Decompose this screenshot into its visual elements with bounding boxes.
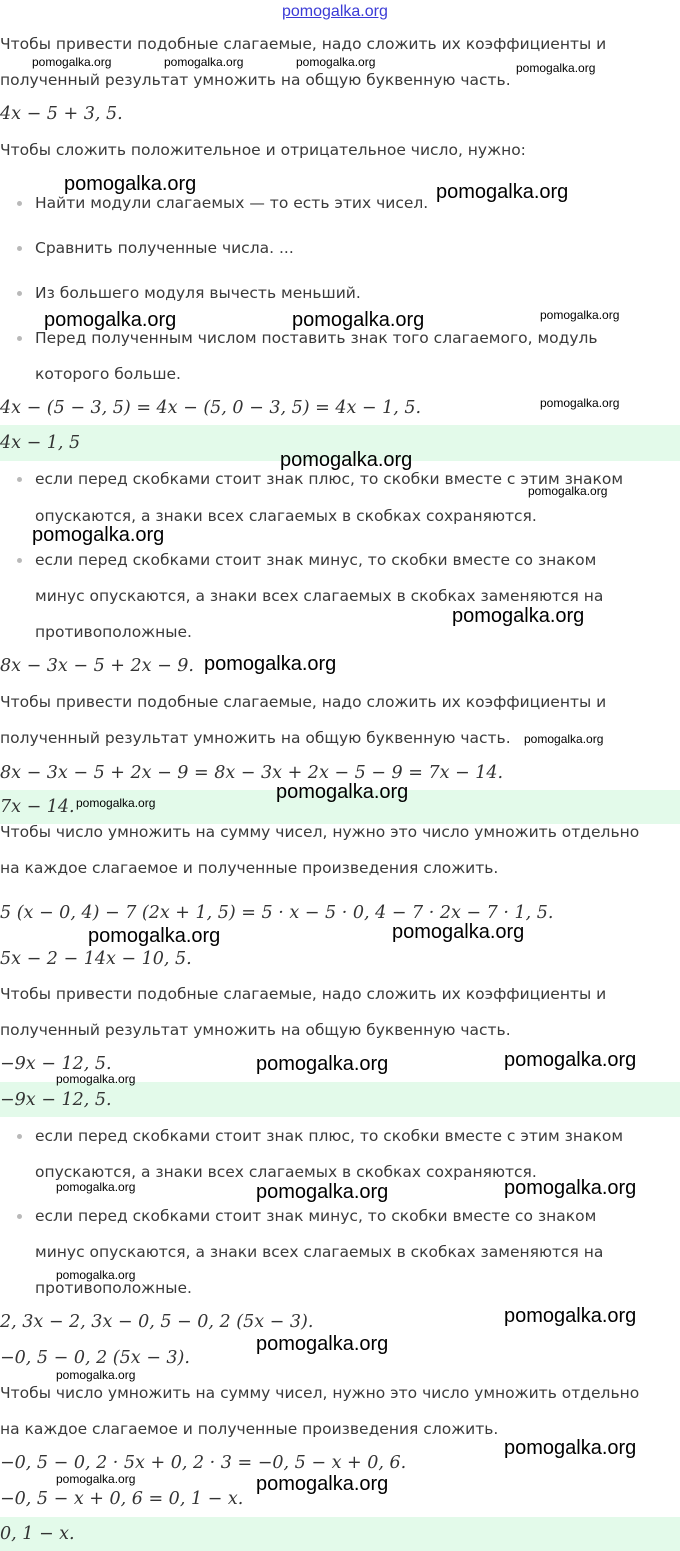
watermark: pomogalka.org bbox=[56, 1072, 136, 1086]
bullet-icon bbox=[17, 1214, 22, 1219]
watermark: pomogalka.org bbox=[504, 1177, 637, 1199]
watermark: pomogalka.org bbox=[280, 449, 413, 471]
bullet-icon bbox=[17, 246, 22, 251]
math-expression: −0, 5 − 0, 2 (5x − 3). bbox=[0, 1348, 190, 1368]
watermark: pomogalka.org bbox=[392, 921, 525, 943]
watermark: pomogalka.org bbox=[504, 1437, 637, 1459]
rule-text: Чтобы сложить положительное и отрицательное число, нужно: bbox=[0, 141, 526, 159]
math-expression: 4x − (5 − 3, 5) = 4x − (5, 0 − 3, 5) = 4x − 1, 5. bbox=[0, 398, 422, 418]
list-item bbox=[35, 1125, 623, 1147]
rule-text: полученный результат умножить на общую буквенную часть. bbox=[0, 1021, 511, 1039]
watermark: pomogalka.org bbox=[56, 1472, 136, 1486]
list-item-text: Перед полученным числом поставить знак того слагаемого, модуль bbox=[35, 329, 598, 347]
math-expression: 4x − 5 + 3, 5. bbox=[0, 104, 123, 124]
watermark: pomogalka.org bbox=[56, 1268, 136, 1282]
bullet-icon bbox=[17, 558, 22, 563]
watermark: pomogalka.org bbox=[32, 55, 112, 69]
math-expression: 8x − 3x − 5 + 2x − 9. bbox=[0, 656, 194, 676]
math-expression: −0, 5 − 0, 2 · 5x + 0, 2 · 3 = −0, 5 − x + 0, 6. bbox=[0, 1453, 407, 1473]
answer-value: −9x − 12, 5. bbox=[0, 1089, 112, 1110]
list-item-text: минус опускаются, а знаки всех слагаемых в скобках заменяются на bbox=[35, 587, 604, 605]
answer-value: 0, 1 − x. bbox=[0, 1524, 75, 1544]
watermark: pomogalka.org bbox=[292, 309, 425, 331]
list-item-text: если перед скобками стоит знак плюс, то скобки вместе с этим знаком bbox=[35, 1127, 624, 1145]
watermark: pomogalka.org bbox=[256, 1333, 389, 1355]
watermark: pomogalka.org bbox=[276, 781, 409, 803]
rule-text: Чтобы привести подобные слагаемые, надо сложить их коэффициенты и bbox=[0, 35, 607, 53]
rule-text: полученный результат умножить на общую буквенную часть. bbox=[0, 729, 511, 747]
list-item bbox=[35, 282, 361, 304]
answer-box bbox=[0, 1082, 680, 1117]
watermark: pomogalka.org bbox=[164, 55, 244, 69]
rule-text: Чтобы привести подобные слагаемые, надо сложить их коэффициенты и bbox=[0, 985, 607, 1003]
list-item-continuation bbox=[35, 621, 192, 643]
rule-text: на каждое слагаемое и полученные произведения сложить. bbox=[0, 1420, 499, 1438]
rule-text: Чтобы число умножить на сумму чисел, нужно это число умножить отдельно bbox=[0, 1384, 640, 1402]
list-item-text: Найти модули слагаемых — то есть этих чисел. bbox=[35, 194, 429, 212]
watermark: pomogalka.org bbox=[436, 181, 569, 203]
list-item bbox=[35, 549, 596, 571]
answer-value: 4x − 1, 5 bbox=[0, 433, 81, 453]
list-item-continuation bbox=[35, 1241, 603, 1263]
rule-text: Чтобы число умножить на сумму чисел, нужно это число умножить отдельно bbox=[0, 823, 640, 841]
list-item-text: Из большего модуля вычесть меньший. bbox=[35, 284, 361, 302]
list-item-text: противоположные. bbox=[35, 623, 192, 641]
bullet-icon bbox=[17, 477, 22, 482]
bullet-icon bbox=[17, 201, 22, 206]
watermark: pomogalka.org bbox=[64, 173, 197, 195]
watermark: pomogalka.org bbox=[524, 732, 604, 746]
watermark: pomogalka.org bbox=[516, 61, 596, 75]
list-item-text: если перед скобками стоит знак плюс, то скобки вместе с этим знаком bbox=[35, 470, 624, 488]
list-item-text: Сравнить полученные числа. ... bbox=[35, 239, 294, 257]
list-item-text: противоположные. bbox=[35, 1279, 192, 1297]
watermark: pomogalka.org bbox=[256, 1473, 389, 1495]
answer-box bbox=[0, 1517, 680, 1551]
watermark: pomogalka.org bbox=[76, 796, 156, 810]
bullet-icon bbox=[17, 336, 22, 341]
answer-value: 7x − 14. bbox=[0, 797, 75, 817]
list-item-text: если перед скобками стоит знак минус, то скобки вместе со знаком bbox=[35, 551, 597, 569]
watermark: pomogalka.org bbox=[32, 524, 165, 546]
list-item bbox=[35, 237, 294, 259]
list-item bbox=[35, 1205, 596, 1227]
math-expression: −0, 5 − x + 0, 6 = 0, 1 − x. bbox=[0, 1489, 244, 1509]
math-expression: 2, 3x − 2, 3x − 0, 5 − 0, 2 (5x − 3). bbox=[0, 1312, 314, 1332]
list-item-text: опускаются, а знаки всех слагаемых в скобках сохраняются. bbox=[35, 507, 537, 525]
watermark: pomogalka.org bbox=[540, 308, 620, 322]
rule-text: Чтобы привести подобные слагаемые, надо сложить их коэффициенты и bbox=[0, 693, 607, 711]
watermark: pomogalka.org bbox=[56, 1368, 136, 1382]
watermark: pomogalka.org bbox=[528, 484, 608, 498]
watermark: pomogalka.org bbox=[56, 1180, 136, 1194]
math-expression: 5x − 2 − 14x − 10, 5. bbox=[0, 949, 192, 969]
rule-text: на каждое слагаемое и полученные произведения сложить. bbox=[0, 859, 499, 877]
math-expression: 8x − 3x − 5 + 2x − 9 = 8x − 3x + 2x − 5 − 9 = 7x − 14. bbox=[0, 763, 504, 783]
math-expression: 5 (x − 0, 4) − 7 (2x + 1, 5) = 5 · x − 5 · 0, 4 − 7 · 2x − 7 · 1, 5. bbox=[0, 903, 554, 923]
watermark: pomogalka.org bbox=[540, 396, 620, 410]
rule-text: полученный результат умножить на общую буквенную часть. bbox=[0, 71, 511, 89]
watermark: pomogalka.org bbox=[88, 925, 221, 947]
watermark: pomogalka.org bbox=[452, 605, 585, 627]
bullet-icon bbox=[17, 1134, 22, 1139]
bullet-icon bbox=[17, 291, 22, 296]
list-item-text: если перед скобками стоит знак минус, то скобки вместе со знаком bbox=[35, 1207, 597, 1225]
site-link[interactable]: pomogalka.org bbox=[282, 3, 388, 20]
watermark: pomogalka.org bbox=[504, 1305, 637, 1327]
math-expression: −9x − 12, 5. bbox=[0, 1054, 112, 1074]
watermark: pomogalka.org bbox=[296, 55, 376, 69]
watermark: pomogalka.org bbox=[204, 653, 337, 675]
watermark: pomogalka.org bbox=[44, 309, 177, 331]
watermark: pomogalka.org bbox=[504, 1049, 637, 1071]
list-item-text: опускаются, а знаки всех слагаемых в скобках сохраняются. bbox=[35, 1163, 537, 1181]
watermark: pomogalka.org bbox=[256, 1181, 389, 1203]
list-item-text: минус опускаются, а знаки всех слагаемых в скобках заменяются на bbox=[35, 1243, 604, 1261]
list-item-continuation bbox=[35, 363, 181, 385]
watermark: pomogalka.org bbox=[256, 1053, 389, 1075]
list-item-text: которого больше. bbox=[35, 365, 181, 383]
